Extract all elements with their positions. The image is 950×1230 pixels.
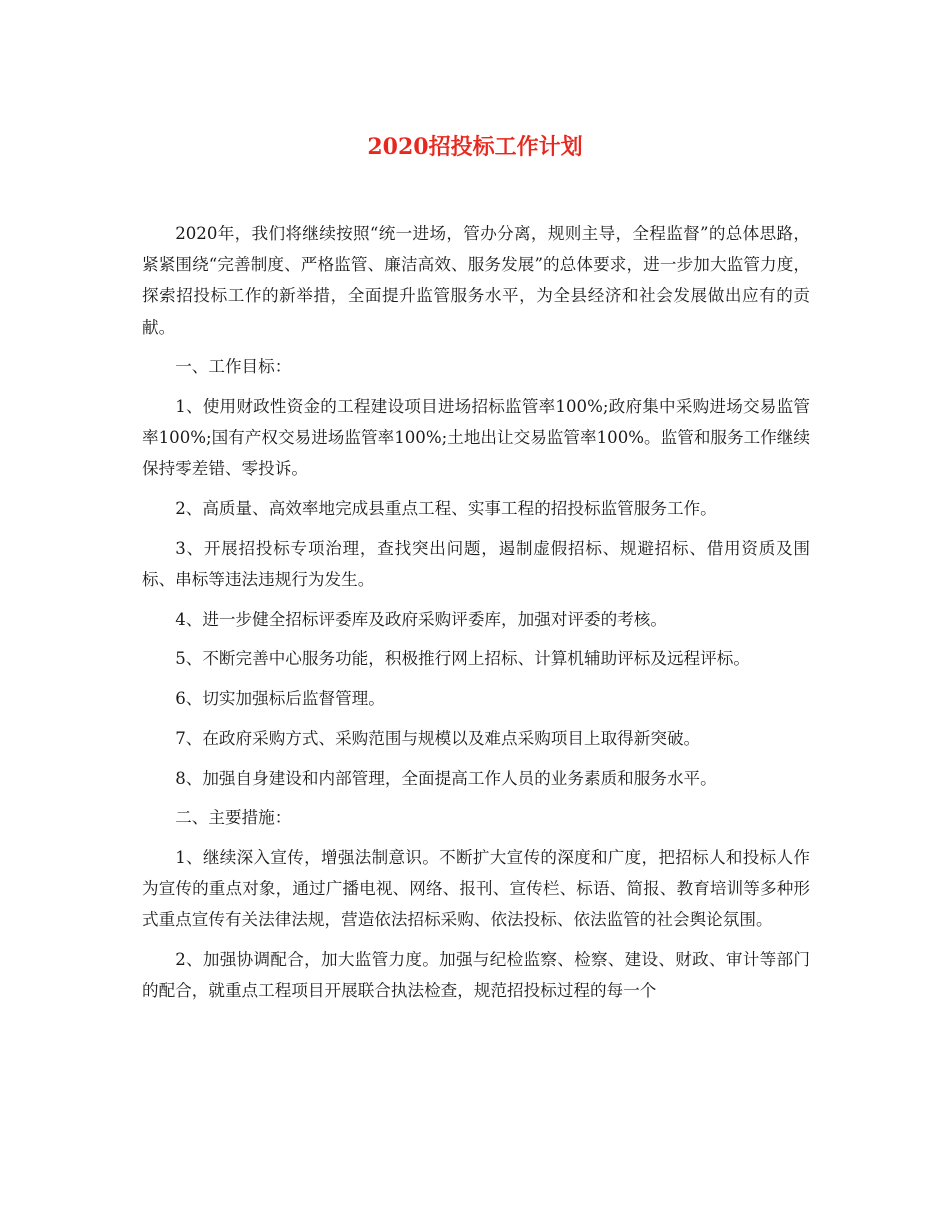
goal-item-8: 8、加强自身建设和内部管理，全面提高工作人员的业务素质和服务水平。 — [175, 768, 717, 788]
document-body — [142, 218, 810, 1015]
goal-item-7: 7、在政府采购方式、采购范围与规模以及难点采购项目上取得新突破。 — [175, 728, 701, 748]
document-title: 2020招投标工作计划 — [367, 134, 583, 160]
measure-item-1: 1、继续深入宣传，增强法制意识。不断扩大宣传的深度和广度，把招标人和投标人作为宣传的重点对象，通过广播电视、网络、报刊、宣传栏、标语、简报、教育培训等多种形式重点宣传有关法律法规，营造依法招标采购、依法投标、依法监管的社会舆论氛围。 — [142, 847, 810, 930]
goal-item-1: 1、使用财政性资金的工程建设项目进场招标监管率100%;政府集中采购进场交易监管率100%;国有产权交易进场监管率100%;土地出让交易监管率100%。监管和服务工作继续保持零差错、零投诉。 — [142, 397, 810, 479]
measure-item-2: 2、加强协调配合，加大监管力度。加强与纪检监察、检察、建设、财政、审计等部门的配合，就重点工程项目开展联合执法检查，规范招投标过程的每一个 — [142, 950, 810, 1001]
goal-item-2: 2、高质量、高效率地完成县重点工程、实事工程的招投标监管服务工作。 — [175, 499, 717, 519]
goal-item-6: 6、切实加强标后监督管理。 — [175, 689, 385, 709]
goal-item-4: 4、进一步健全招标评委库及政府采购评委库，加强对评委的考核。 — [175, 609, 667, 629]
section-heading-measures: 二、主要措施： — [175, 808, 292, 828]
section-heading-goals: 一、工作目标： — [175, 357, 292, 377]
goal-item-3: 3、开展招投标专项治理，查找突出问题，遏制虚假招标、规避招标、借用资质及围标、串标等违法违规行为发生。 — [142, 538, 810, 590]
paragraph-intro: 2020年，我们将继续按照“统一进场，管办分离，规则主导，全程监督”的总体思路，紧紧围绕“完善制度、严格监管、廉洁高效、服务发展”的总体要求，进一步加大监管力度，探索招投标工作的新举措，全面提升监管服务水平，为全县经济和社会发展做出应有的贡献。 — [142, 224, 810, 337]
goal-item-5: 5、不断完善中心服务功能，积极推行网上招标、计算机辅助评标及远程评标。 — [175, 649, 750, 669]
